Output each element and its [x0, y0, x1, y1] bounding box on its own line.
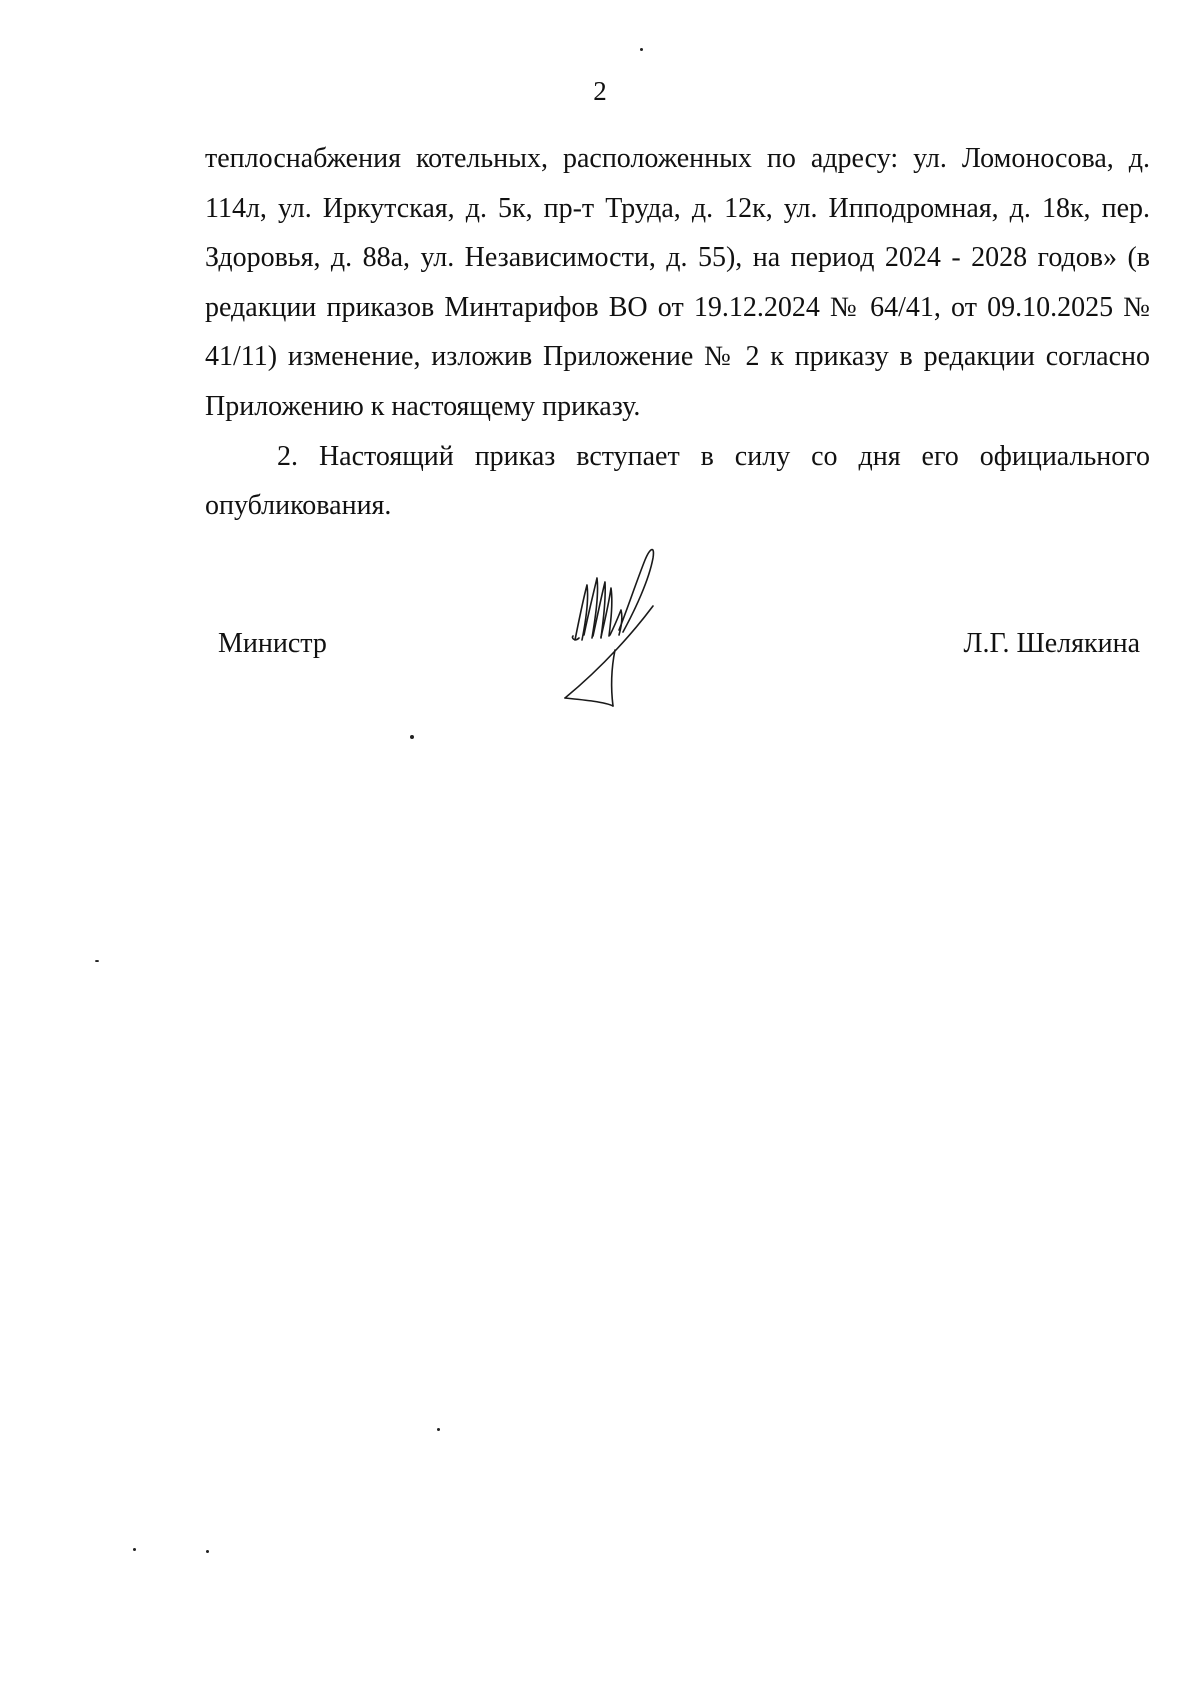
handwritten-signature [555, 540, 705, 740]
scan-speck [640, 48, 643, 51]
scan-speck [133, 1548, 136, 1551]
scan-speck [95, 960, 99, 962]
paragraph-effective-date: 2. Настоящий приказ вступает в силу со дня его официального опубликования. [205, 440, 1150, 522]
paragraph-continuation: теплоснабжения котельных, расположенных по адресу: ул. Ломоносова, д. 114л, ул. Иркутская, д. 5к, пр-т Труда, д. 12к, ул. Ипподромная, д. 18к, пер. Здоровья, д. 88а, ул. Независимости, д. 55), на период 2024 - 2028 годов» (в редакции приказов Минтарифов ВО от 19.12.2024 № 64/41, от 09.10.2025 № 41/11) изменение, изложив Приложение № 2 к приказу в редакции согласно Приложению к настоящему приказу. [205, 143, 1150, 422]
scan-speck [410, 735, 414, 739]
document-body [205, 134, 1150, 531]
signer-position: Министр [218, 628, 327, 659]
scan-speck [206, 1550, 209, 1553]
page-number: 2 [593, 76, 607, 106]
scan-speck [437, 1428, 440, 1431]
signer-name: Л.Г. Шелякина [963, 628, 1140, 659]
